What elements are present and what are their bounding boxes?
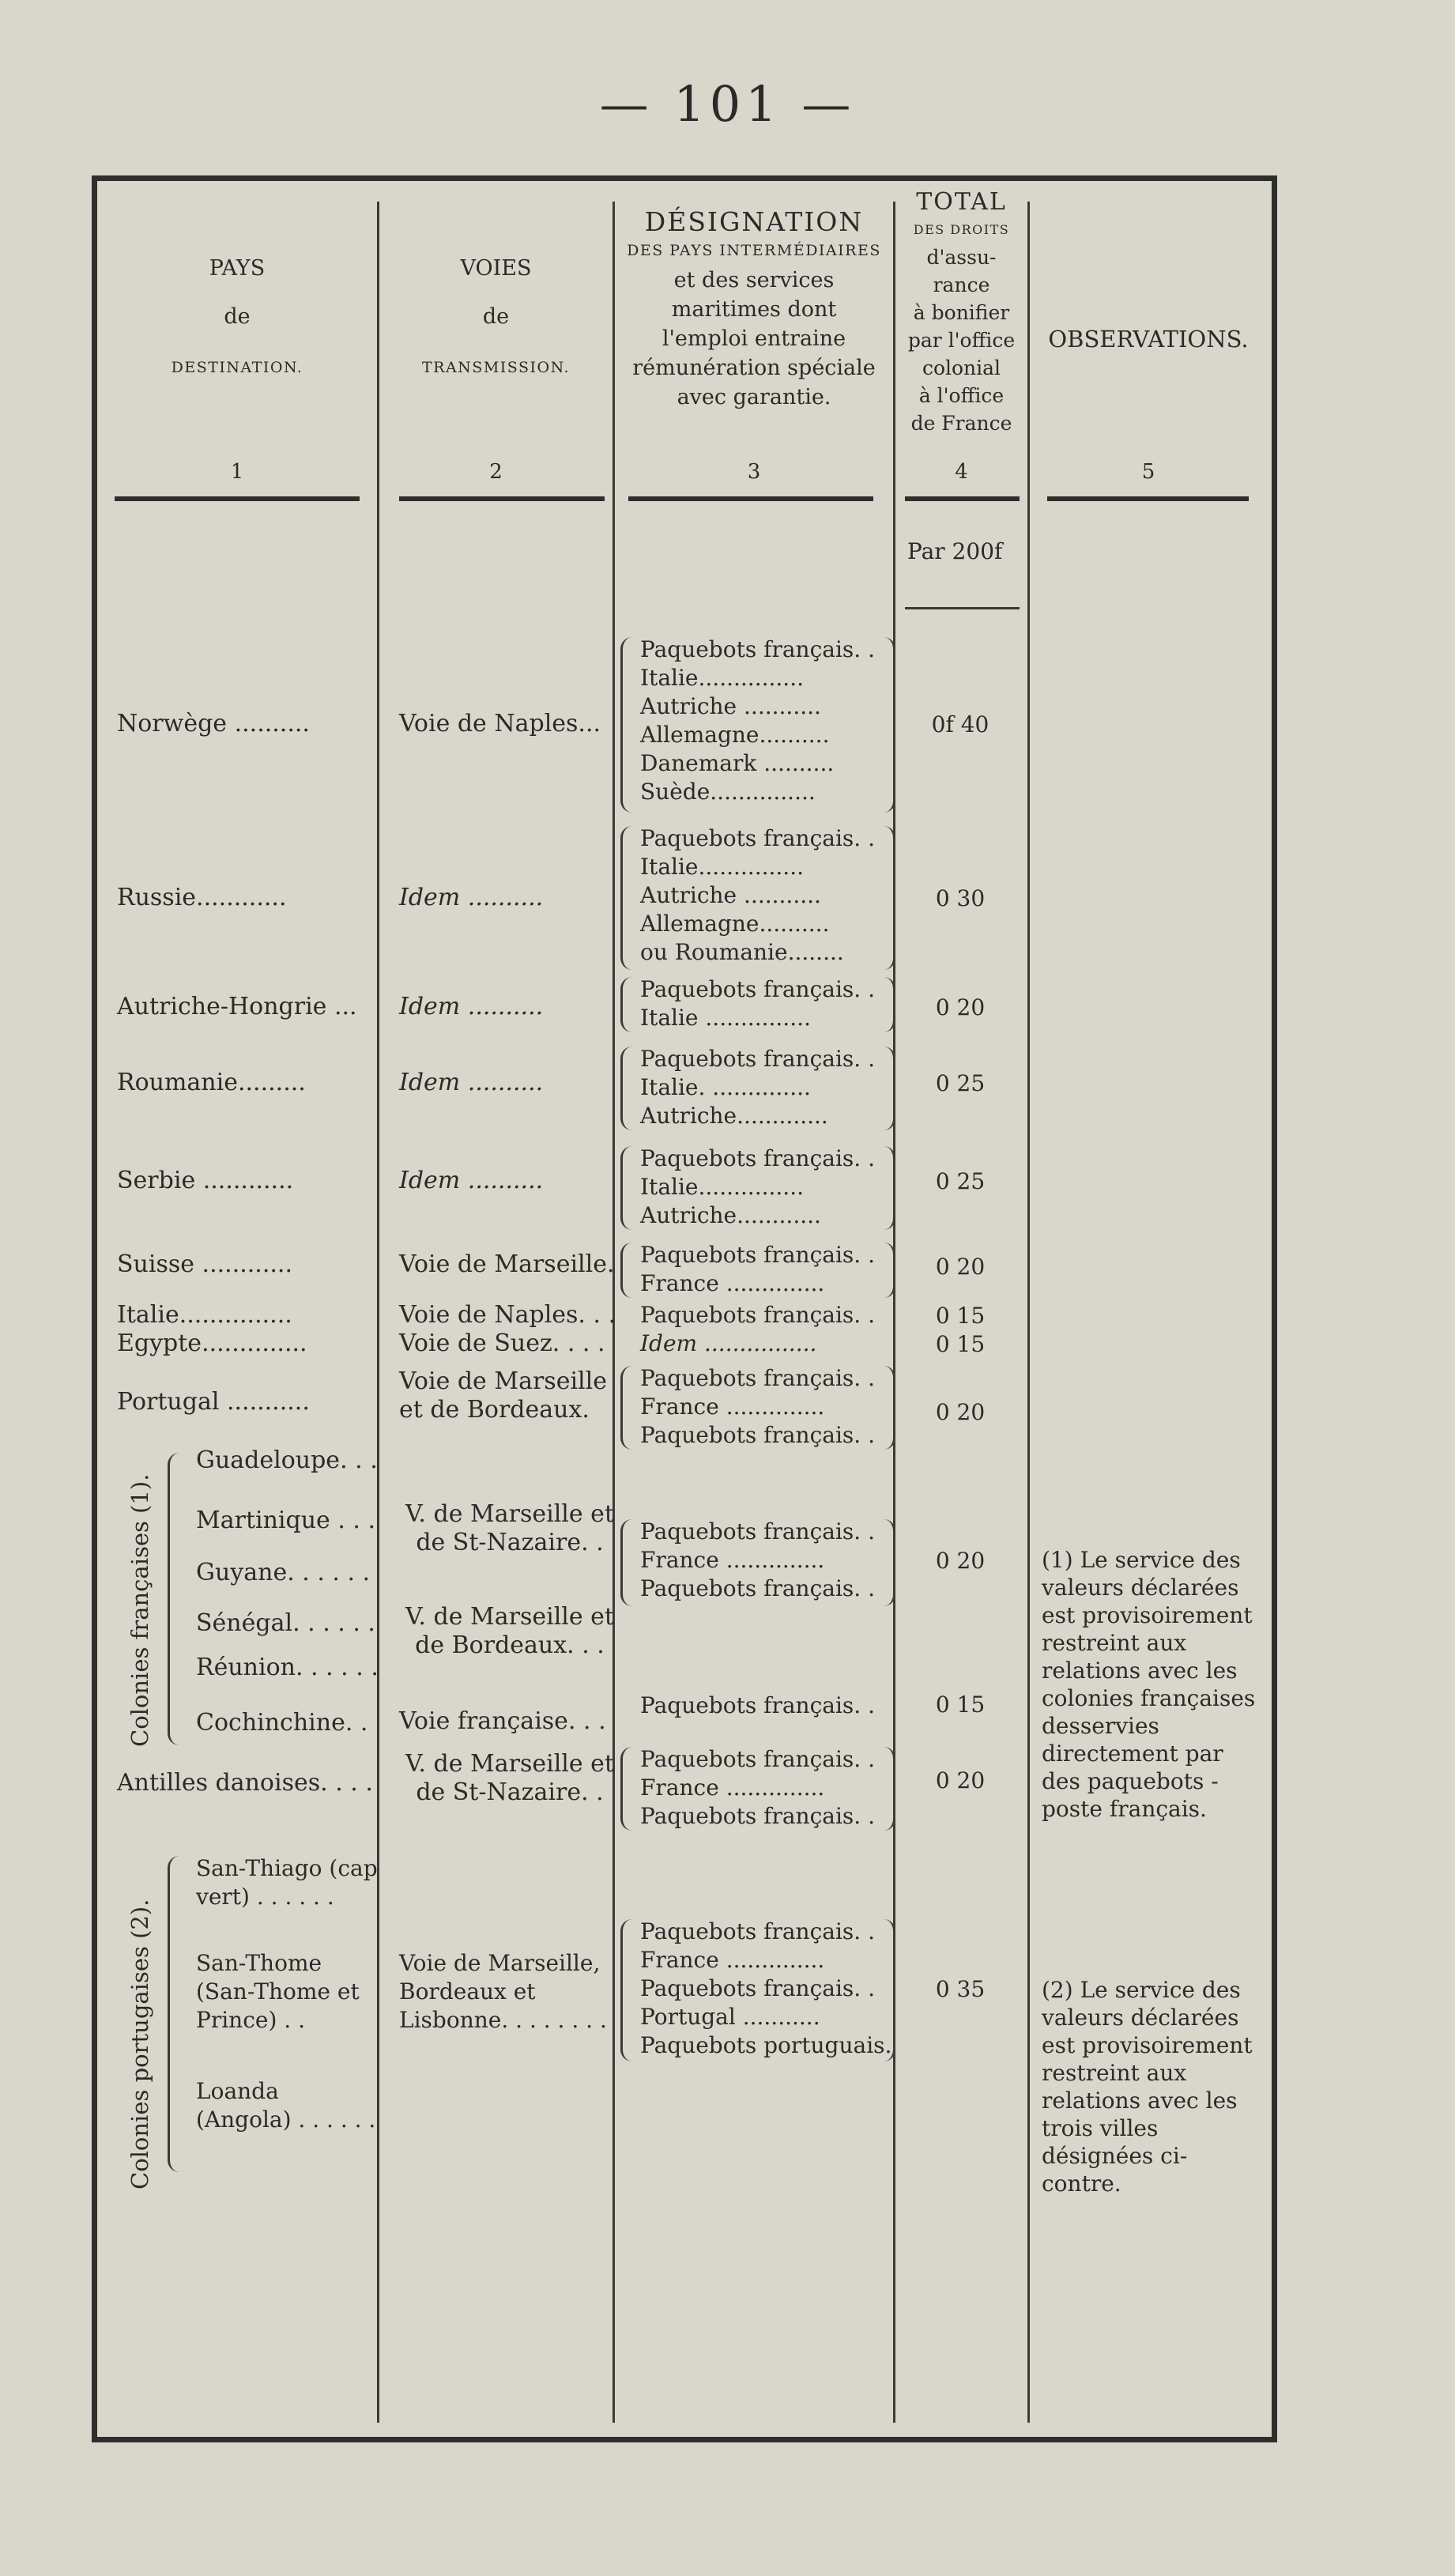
- route-autriche-hongrie: Idem ..........: [399, 993, 544, 1020]
- route-portuguese-text: Voie de Marseille, Bordeaux et Lisbonne. . . . . . . .: [399, 1950, 607, 2033]
- carrier-line: Paquebots français. .: [640, 1145, 875, 1171]
- route-italie: Voie de Naples. . .: [399, 1301, 616, 1329]
- carrier-line: Paquebots français. .: [640, 1918, 875, 1944]
- header-rule: [399, 496, 605, 501]
- carrier-line: Paquebots français. .: [640, 1803, 875, 1829]
- country-italie: Italie...............: [117, 1301, 292, 1329]
- observation-note-2: (2) Le service des valeurs déclarées est provisoirement restreint aux relations avec les trois villes désignées ci-contre.: [1042, 1977, 1253, 2197]
- route-serbie: Idem ..........: [399, 1167, 544, 1194]
- route-colonies-a-text: V. de Marseille et de St-Nazaire. .: [405, 1500, 614, 1556]
- carrier-line: Paquebots portuguais.: [640, 2032, 892, 2058]
- carrier-line: Paquebots français. .: [640, 1365, 875, 1391]
- rate: 0 20: [935, 1767, 986, 1793]
- column-number: 4: [955, 460, 968, 484]
- carrier-line: France ..............: [640, 1547, 825, 1573]
- brace: [620, 1366, 632, 1450]
- carrier-line: Autriche............: [640, 1202, 821, 1228]
- header-text: PAYS: [209, 256, 266, 281]
- brace: [620, 1747, 632, 1831]
- header-col2: [379, 253, 613, 383]
- brace: [620, 1146, 632, 1230]
- header-text: à bonifier: [913, 301, 1010, 324]
- header-col5: [1030, 324, 1267, 355]
- carrier-line: France ..............: [640, 1270, 825, 1296]
- rate: 0 25: [935, 1168, 986, 1194]
- group-label-portuguese-colonies: Colonies portugaises (2).: [126, 1899, 153, 2189]
- carrier-line: France ..............: [640, 1394, 825, 1420]
- colony-item: Martinique . . .: [196, 1507, 376, 1534]
- header-text: avec garantie.: [677, 385, 831, 409]
- header-col3: [615, 207, 893, 412]
- brace: [620, 637, 632, 813]
- header-text: colonial: [922, 356, 1001, 379]
- carrier-line: Autriche ...........: [640, 882, 821, 908]
- header-text: de France: [910, 412, 1012, 435]
- rate: 0 20: [935, 1254, 986, 1280]
- header-text: rance: [933, 273, 990, 296]
- carrier-line: France ..............: [640, 1775, 825, 1801]
- header-text: VOIES: [460, 256, 532, 281]
- column-number: 5: [1141, 460, 1155, 484]
- header-text: et des services: [673, 268, 835, 292]
- carrier-line: Italie...............: [640, 854, 804, 880]
- brace: [620, 1919, 632, 2061]
- header-text: DÉSIGNATION: [644, 206, 864, 237]
- header-text: à l'office: [918, 384, 1005, 407]
- header-text: maritimes dont: [671, 297, 837, 322]
- header-text: DES DROITS: [913, 222, 1010, 237]
- carrier-line: Italie ...............: [640, 1005, 811, 1031]
- brace: [620, 1519, 632, 1606]
- column-number: 3: [747, 460, 761, 484]
- carrier-line: Italie...............: [640, 1174, 804, 1200]
- header-rule: [1047, 496, 1249, 501]
- route-antilles-text: V. de Marseille et de St-Nazaire. .: [405, 1750, 614, 1806]
- column-number: 1: [230, 460, 244, 484]
- carrier-line: Portugal ...........: [640, 2004, 820, 2030]
- route-russie: Idem ..........: [399, 884, 544, 911]
- header-text: OBSERVATIONS.: [1048, 326, 1249, 353]
- header-col4: [895, 188, 1027, 437]
- route-antilles-danoises: [399, 1750, 620, 1807]
- header-text: de: [482, 304, 510, 329]
- route-portuguese-colonies: [399, 1949, 613, 2035]
- carrier-line: Italie. ..............: [640, 1074, 811, 1100]
- carrier-line: Paquebots français. .: [640, 1046, 875, 1072]
- rate: 0 25: [935, 1070, 986, 1096]
- route-portugal: [399, 1367, 620, 1424]
- rate: 0 20: [935, 1399, 986, 1425]
- route-egypte: Voie de Suez. . . .: [399, 1329, 605, 1357]
- carrier-line: Paquebots français. .: [640, 1692, 875, 1718]
- carrier-line: Paquebots français. .: [640, 1575, 875, 1601]
- carrier-line: Paquebots français. .: [640, 825, 875, 851]
- rate: 0f 40: [931, 711, 989, 737]
- colony-item: Guyane. . . . . .: [196, 1559, 371, 1586]
- header-text: par l'office: [907, 329, 1016, 352]
- country-autriche-hongrie: Autriche-Hongrie ...: [117, 993, 357, 1020]
- carrier-line: France ..............: [640, 1947, 825, 1973]
- carrier-line: Italie...............: [640, 665, 804, 691]
- colony-item: [196, 1854, 378, 1911]
- brace: [620, 1047, 632, 1130]
- colony-item-text: San-Thome (San-Thome et Prince) . .: [196, 1950, 360, 2033]
- rate: 0 35: [935, 1976, 986, 2002]
- route-suisse: Voie de Marseille.: [399, 1250, 615, 1278]
- colony-item-text: Loanda (Angola) . . . . . .: [196, 2078, 376, 2133]
- route-norwege: Voie de Naples...: [399, 710, 601, 737]
- unit-rule: [905, 607, 1020, 609]
- carrier-line: Paquebots français. .: [640, 1746, 875, 1772]
- carrier-line: ou Roumanie........: [640, 939, 844, 965]
- country-egypte: Egypte..............: [117, 1329, 307, 1357]
- rate: 0 20: [935, 1548, 986, 1574]
- carrier-line: Paquebots français. .: [640, 1518, 875, 1544]
- country-russie: Russie............: [117, 884, 287, 911]
- unit-label: Par 200f: [907, 538, 1003, 564]
- carrier-line: Danemark ..........: [640, 750, 835, 776]
- country-antilles-danoises: Antilles danoises. . . .: [117, 1769, 373, 1797]
- header-text: rémunération spéciale: [632, 356, 876, 380]
- rate: 0 15: [935, 1331, 986, 1357]
- colony-item: [196, 1949, 378, 2035]
- country-suisse: Suisse ............: [117, 1250, 292, 1278]
- route-colonies-a: [399, 1500, 620, 1557]
- carrier-line: Suède...............: [640, 779, 816, 805]
- route-colonies-b: [399, 1603, 620, 1660]
- colony-item-text: San-Thiago (cap vert) . . . . . .: [196, 1855, 378, 1910]
- carrier-line: Paquebots français. .: [640, 976, 875, 1002]
- header-rule: [905, 496, 1020, 501]
- colony-item: Sénégal. . . . . .: [196, 1609, 375, 1637]
- carrier-line: Paquebots français. .: [640, 1422, 875, 1448]
- colony-item: Guadeloupe. . .: [196, 1446, 378, 1474]
- brace: [168, 1856, 179, 2172]
- carrier-line: Paquebots français. .: [640, 1242, 875, 1268]
- header-rule: [115, 496, 360, 501]
- carrier-line: Allemagne..........: [640, 722, 830, 748]
- carrier-line: Autriche ...........: [640, 693, 821, 719]
- carrier-line: Idem ................: [640, 1330, 817, 1356]
- header-text: TRANSMISSION.: [421, 359, 571, 376]
- country-roumanie: Roumanie.........: [117, 1069, 306, 1096]
- header-col1: [103, 253, 371, 383]
- group-label-french-colonies: Colonies françaises (1).: [126, 1473, 153, 1747]
- route-colonies-b-text: V. de Marseille et de Bordeaux. . .: [405, 1603, 614, 1659]
- carrier-line: Paquebots français. .: [640, 1302, 875, 1328]
- brace: [168, 1453, 179, 1745]
- header-text: DESTINATION.: [171, 359, 303, 376]
- observation-note-1: (1) Le service des valeurs déclarées est provisoirement restreint aux relations avec les colonies françaises desservies directement par des paquebots - poste français.: [1042, 1547, 1256, 1822]
- page-number: — 101 —: [599, 75, 856, 133]
- column-number: 2: [489, 460, 503, 484]
- brace: [620, 826, 632, 970]
- brace: [620, 1243, 632, 1298]
- route-colonies-c: Voie française. . .: [399, 1707, 606, 1735]
- carrier-line: Paquebots français. .: [640, 636, 875, 662]
- brace: [620, 977, 632, 1032]
- country-portugal: Portugal ...........: [117, 1388, 310, 1416]
- header-text: DES PAYS INTERMÉDIAIRES: [627, 242, 881, 259]
- route-roumanie: Idem ..........: [399, 1069, 544, 1096]
- country-norwege: Norwège ..........: [117, 710, 310, 737]
- rate: 0 15: [935, 1303, 986, 1329]
- carrier-line: Allemagne..........: [640, 911, 830, 937]
- header-text: d'assu-: [926, 246, 997, 269]
- route-portugal-text: Voie de Marseille et de Bordeaux.: [399, 1367, 607, 1424]
- header-rule: [628, 496, 873, 501]
- rate: 0 15: [935, 1692, 986, 1718]
- header-text: TOTAL: [916, 188, 1007, 216]
- colony-item: [196, 2077, 378, 2134]
- header-text: de: [224, 304, 251, 329]
- colony-item: Cochinchine. .: [196, 1709, 368, 1737]
- carrier-line: Paquebots français. .: [640, 1975, 875, 2001]
- rate: 0 30: [935, 885, 986, 911]
- colony-item: Réunion. . . . . .: [196, 1654, 379, 1681]
- country-serbie: Serbie ............: [117, 1167, 294, 1194]
- rate: 0 20: [935, 994, 986, 1020]
- carrier-line: Autriche.............: [640, 1103, 828, 1129]
- header-text: l'emploi entraine: [662, 326, 846, 351]
